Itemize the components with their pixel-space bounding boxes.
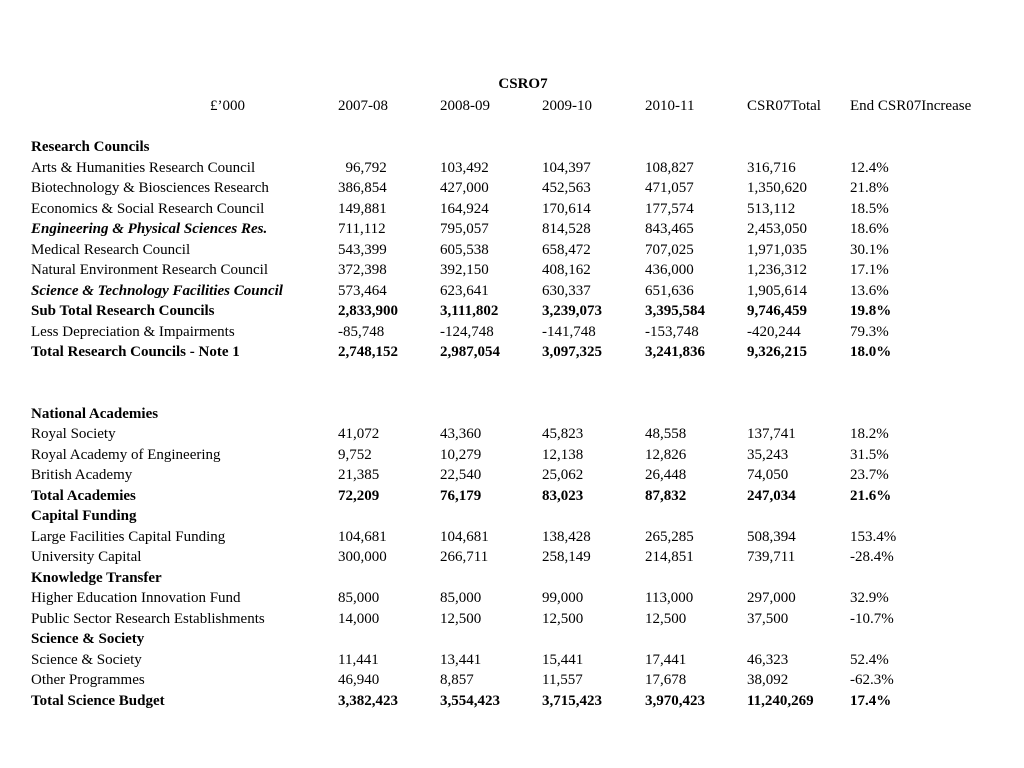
header-2007-08: 2007-08 [338, 98, 388, 114]
section-heading-science-society: Science & Society [31, 631, 145, 647]
table-row [0, 670, 1024, 691]
cell-2007-08: 9,752 [338, 446, 372, 463]
table-row [0, 445, 1024, 466]
cell-increase: 18.2% [850, 426, 889, 442]
cell-2008-09: 605,538 [440, 241, 489, 258]
cell-2010-11: 17,441 [645, 651, 687, 668]
cell-2009-10: 104,397 [542, 159, 591, 176]
table-row [0, 465, 1024, 486]
cell-2009-10: 408,162 [542, 262, 591, 278]
row-label: Natural Environment Research Council [31, 262, 269, 278]
row-label: Total Academies [31, 487, 136, 504]
cell-2010-11: 3,241,836 [645, 344, 705, 360]
cell-2009-10: 12,138 [542, 446, 584, 463]
cell-2007-08: -85,748 [338, 323, 385, 340]
cell-total: 9,746,459 [747, 303, 807, 319]
cell-increase: 21.6% [850, 487, 892, 504]
cell-2009-10: 25,062 [542, 467, 584, 483]
grand-total-row [0, 691, 1024, 712]
row-label: Biotechnology & Biosciences Research [31, 180, 269, 196]
cell-total: 508,394 [747, 528, 796, 545]
cell-2010-11: 177,574 [645, 200, 694, 217]
row-label: Royal Society [31, 426, 116, 442]
header-2009-10: 2009-10 [542, 98, 592, 114]
cell-2010-11: 265,285 [645, 528, 694, 545]
cell-2010-11: 707,025 [645, 241, 694, 258]
cell-total: 1,905,614 [747, 282, 807, 299]
table-row [0, 322, 1024, 343]
cell-2010-11: -153,748 [645, 323, 699, 340]
cell-2008-09: 22,540 [440, 467, 482, 483]
table-row [0, 650, 1024, 671]
cell-increase: 18.5% [850, 200, 889, 217]
cell-increase: 18.0% [850, 344, 892, 360]
header-row [0, 96, 1024, 117]
row-label: Science & Technology Facilities Council [31, 282, 283, 299]
cell-2010-11: 87,832 [645, 487, 687, 504]
table-title: CSRO7 [498, 76, 548, 92]
cell-2008-09: -124,748 [440, 323, 494, 340]
cell-increase: 32.9% [850, 590, 889, 606]
cell-2008-09: 2,987,054 [440, 344, 500, 360]
cell-2010-11: 17,678 [645, 672, 687, 688]
section-heading-research-councils: Research Councils [31, 139, 150, 155]
section-heading [0, 404, 1024, 425]
cell-increase: -62.3% [850, 672, 894, 688]
cell-increase: -28.4% [850, 549, 894, 565]
table-row [0, 178, 1024, 199]
table-row [0, 219, 1024, 240]
header-increase: End CSR07Increase [850, 98, 972, 114]
cell-2007-08: 21,385 [338, 467, 380, 483]
cell-2008-09: 427,000 [440, 180, 489, 196]
section-heading [0, 629, 1024, 650]
cell-total: 513,112 [747, 200, 796, 217]
cell-increase: 17.1% [850, 262, 889, 278]
cell-2008-09: 8,857 [440, 672, 474, 688]
cell-2007-08: 573,464 [338, 282, 387, 299]
cell-total: 1,236,312 [747, 262, 807, 278]
row-label: Medical Research Council [31, 241, 191, 258]
header-2010-11: 2010-11 [645, 98, 695, 114]
cell-total: 46,323 [747, 651, 789, 668]
cell-2008-09: 76,179 [440, 487, 482, 504]
cell-2008-09: 103,492 [440, 159, 489, 176]
cell-total: 297,000 [747, 590, 796, 606]
cell-2007-08: 372,398 [338, 262, 387, 278]
cell-2007-08: 14,000 [338, 610, 380, 627]
section-heading [0, 506, 1024, 527]
header-2008-09: 2008-09 [440, 98, 490, 114]
cell-2007-08: 96,792 [338, 159, 387, 176]
row-label: Engineering & Physical Sciences Res. [31, 221, 268, 237]
total-row [0, 486, 1024, 507]
cell-total: 9,326,215 [747, 344, 807, 360]
table-row [0, 547, 1024, 568]
row-label: Economics & Social Research Council [31, 200, 265, 217]
cell-2010-11: 48,558 [645, 426, 687, 442]
cell-total: 137,741 [747, 426, 796, 442]
cell-2007-08: 149,881 [338, 200, 387, 217]
cell-2009-10: 3,097,325 [542, 344, 602, 360]
section-heading-national-academies: National Academies [31, 405, 159, 422]
budget-table [0, 96, 1024, 711]
cell-2008-09: 3,111,802 [440, 303, 499, 319]
cell-increase: 12.4% [850, 159, 889, 176]
cell-2007-08: 46,940 [338, 672, 380, 688]
cell-2009-10: 83,023 [542, 487, 584, 504]
cell-total: 37,500 [747, 610, 789, 627]
cell-increase: 31.5% [850, 446, 889, 463]
cell-2010-11: 471,057 [645, 180, 694, 196]
cell-2009-10: 170,614 [542, 200, 591, 217]
row-label: Total Research Councils - Note 1 [31, 344, 240, 360]
cell-increase: 19.8% [850, 303, 892, 319]
cell-2010-11: 3,395,584 [645, 303, 705, 319]
cell-increase: 52.4% [850, 651, 889, 668]
table-row [0, 199, 1024, 220]
row-label: University Capital [31, 549, 142, 565]
cell-2007-08: 72,209 [338, 487, 380, 504]
section-heading [0, 137, 1024, 158]
cell-2007-08: 711,112 [338, 221, 386, 237]
cell-2010-11: 12,826 [645, 446, 687, 463]
table-row [0, 260, 1024, 281]
cell-total: 35,243 [747, 446, 789, 463]
cell-2010-11: 214,851 [645, 549, 694, 565]
section-heading-capital-funding: Capital Funding [31, 508, 137, 524]
cell-total: 2,453,050 [747, 221, 807, 237]
cell-2008-09: 104,681 [440, 528, 489, 545]
table-row [0, 527, 1024, 548]
cell-total: 1,350,620 [747, 180, 807, 196]
table-row [0, 424, 1024, 445]
cell-2007-08: 543,399 [338, 241, 387, 258]
cell-2007-08: 386,854 [338, 180, 387, 196]
cell-increase: 17.4% [850, 692, 892, 709]
cell-2007-08: 2,833,900 [338, 303, 398, 319]
cell-increase: 13.6% [850, 282, 889, 299]
cell-2008-09: 164,924 [440, 200, 489, 217]
cell-2010-11: 436,000 [645, 262, 694, 278]
cell-2008-09: 13,441 [440, 651, 482, 668]
cell-increase: -10.7% [850, 610, 894, 627]
cell-increase: 18.6% [850, 221, 889, 237]
cell-2007-08: 85,000 [338, 590, 380, 606]
cell-increase: 23.7% [850, 467, 889, 483]
cell-2008-09: 85,000 [440, 590, 482, 606]
row-label: Science & Society [31, 651, 142, 668]
row-label: Total Science Budget [31, 692, 165, 709]
cell-2009-10: 12,500 [542, 610, 584, 627]
row-label: Sub Total Research Councils [31, 303, 215, 319]
row-label: Less Depreciation & Impairments [31, 323, 235, 340]
cell-2009-10: 258,149 [542, 549, 591, 565]
cell-2007-08: 2,748,152 [338, 344, 398, 360]
cell-2009-10: 15,441 [542, 651, 584, 668]
cell-total: 74,050 [747, 467, 789, 483]
cell-2007-08: 300,000 [338, 549, 387, 565]
cell-2009-10: 138,428 [542, 528, 591, 545]
cell-total: 1,971,035 [747, 241, 807, 258]
cell-increase: 21.8% [850, 180, 889, 196]
cell-2008-09: 795,057 [440, 221, 489, 237]
subtotal-row [0, 301, 1024, 322]
cell-2008-09: 12,500 [440, 610, 482, 627]
table-row [0, 158, 1024, 179]
header-unit: £’000 [210, 98, 245, 114]
cell-total: 316,716 [747, 159, 796, 176]
cell-2010-11: 651,636 [645, 282, 694, 299]
cell-2007-08: 104,681 [338, 528, 387, 545]
table-row [0, 240, 1024, 261]
cell-2010-11: 12,500 [645, 610, 687, 627]
cell-2007-08: 3,382,423 [338, 692, 398, 709]
cell-increase: 153.4% [850, 528, 897, 545]
cell-2009-10: -141,748 [542, 323, 596, 340]
cell-2008-09: 3,554,423 [440, 692, 500, 709]
cell-2010-11: 113,000 [645, 590, 694, 606]
cell-2009-10: 814,528 [542, 221, 591, 237]
cell-2009-10: 3,715,423 [542, 692, 602, 709]
cell-total: 11,240,269 [747, 692, 814, 709]
cell-2008-09: 392,150 [440, 262, 489, 278]
cell-2008-09: 43,360 [440, 426, 482, 442]
cell-2008-09: 266,711 [440, 549, 489, 565]
row-label: Arts & Humanities Research Council [31, 159, 256, 176]
cell-2010-11: 108,827 [645, 159, 694, 176]
cell-2010-11: 843,465 [645, 221, 694, 237]
cell-2008-09: 623,641 [440, 282, 489, 299]
cell-total: 247,034 [747, 487, 796, 504]
table-row [0, 588, 1024, 609]
header-csr07-total: CSR07Total [747, 98, 821, 114]
cell-2009-10: 99,000 [542, 590, 584, 606]
section-heading [0, 568, 1024, 589]
row-label: Higher Education Innovation Fund [31, 590, 241, 606]
cell-2010-11: 3,970,423 [645, 692, 705, 709]
cell-2009-10: 45,823 [542, 426, 584, 442]
row-label: Public Sector Research Establishments [31, 610, 265, 627]
cell-2007-08: 41,072 [338, 426, 380, 442]
cell-2009-10: 658,472 [542, 241, 591, 258]
cell-2007-08: 11,441 [338, 651, 379, 668]
cell-increase: 79.3% [850, 323, 889, 340]
table-row [0, 281, 1024, 302]
row-label: Royal Academy of Engineering [31, 446, 221, 463]
cell-total: -420,244 [747, 323, 801, 340]
cell-2009-10: 630,337 [542, 282, 591, 299]
row-label: Large Facilities Capital Funding [31, 528, 226, 545]
section-heading-knowledge-transfer: Knowledge Transfer [31, 569, 162, 586]
cell-2009-10: 452,563 [542, 180, 591, 196]
cell-2010-11: 26,448 [645, 467, 687, 483]
cell-2008-09: 10,279 [440, 446, 482, 463]
cell-increase: 30.1% [850, 241, 889, 258]
table-row [0, 609, 1024, 630]
cell-total: 739,711 [747, 549, 796, 565]
cell-2009-10: 11,557 [542, 672, 583, 688]
row-label: British Academy [31, 467, 133, 483]
row-label: Other Programmes [31, 672, 145, 688]
cell-total: 38,092 [747, 672, 789, 688]
total-row [0, 342, 1024, 363]
cell-2009-10: 3,239,073 [542, 303, 602, 319]
